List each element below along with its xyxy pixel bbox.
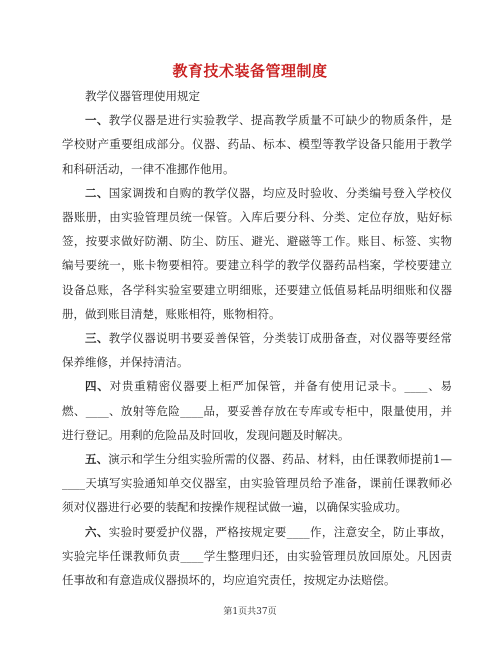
paragraph-1-lead: 一、 <box>85 113 109 128</box>
paragraph-3-text: 教学仪器说明书要妥善保管，分类装订成册备查，对仪器等要经常保养维修，并保持清洁。 <box>62 331 452 370</box>
paragraph-4-lead: 四、 <box>85 379 110 394</box>
paragraph-2-text: 国家调拨和自购的教学仪器，均应及时验收、分类编号登入学校仪器账册，由实验管理员统一保管。入库后要分科、分类、定位存放，贴好标签，按要求做好防潮、防尘、防压、避光、避磁等工作。账目、标签、实物编号要统一，账卡物要相符。要建立科学的教学仪器药品档案，学校要建立设备总账，各学科实验室要建立明细账，还要建立低值易耗品明细账和仪器册，做到账目清楚，账账相符，账物相符。 <box>62 185 452 321</box>
paragraph-4 <box>62 374 452 447</box>
paragraph-2 <box>62 181 452 326</box>
paragraph-5-text: 演示和学生分组实验所需的仪器、药品、材料，由任课教师提前1—____天填写实验通知单交仪器室，由实验管理员给予准备，课前任课教师必须对仪器进行必要的装配和按操作规程试做一遍，以确保实验成功。 <box>62 452 452 515</box>
paragraph-1 <box>62 108 452 181</box>
paragraph-5-lead: 五、 <box>85 452 109 467</box>
paragraph-6-lead: 六、 <box>85 524 109 539</box>
page-title: 教育技术装备管理制度 <box>172 62 328 80</box>
paragraph-6-text: 实验时要爱护仪器，严格按规定要____作，注意安全，防止事故，实验完毕任课教师负责____学生整理归还，由实验管理员放回原处。凡因责任事故和有意造成仪器损坏的，均应追究责任，按规定办法赔偿。 <box>62 524 453 588</box>
page-number: 第1页共37页 <box>223 607 277 617</box>
paragraph-3 <box>62 326 452 374</box>
paragraph-3-lead: 三、 <box>85 331 109 346</box>
paragraph-1-text: 教学仪器是进行实验教学、提高教学质量不可缺少的物质条件，是学校财产重要组成部分。仪器、药品、标本、模型等教学设备只能用于教学和科研活动，一律不准挪作他用。 <box>62 113 452 176</box>
section-subtitle: 教学仪器管理使用规定 <box>85 89 200 103</box>
paragraph-5 <box>62 447 452 520</box>
paragraph-4-text: 对贵重精密仪器要上柜严加保管，并备有使用记录卡。____、易燃、____、放射等危险____品，要妥善存放在专库或专柜中，限量使用，并进行登记。用剩的危险品及时回收，发现问题及时解决。 <box>62 379 453 442</box>
paragraph-6 <box>62 520 452 593</box>
document-body <box>62 84 452 592</box>
paragraph-2-lead: 二、 <box>85 185 109 200</box>
